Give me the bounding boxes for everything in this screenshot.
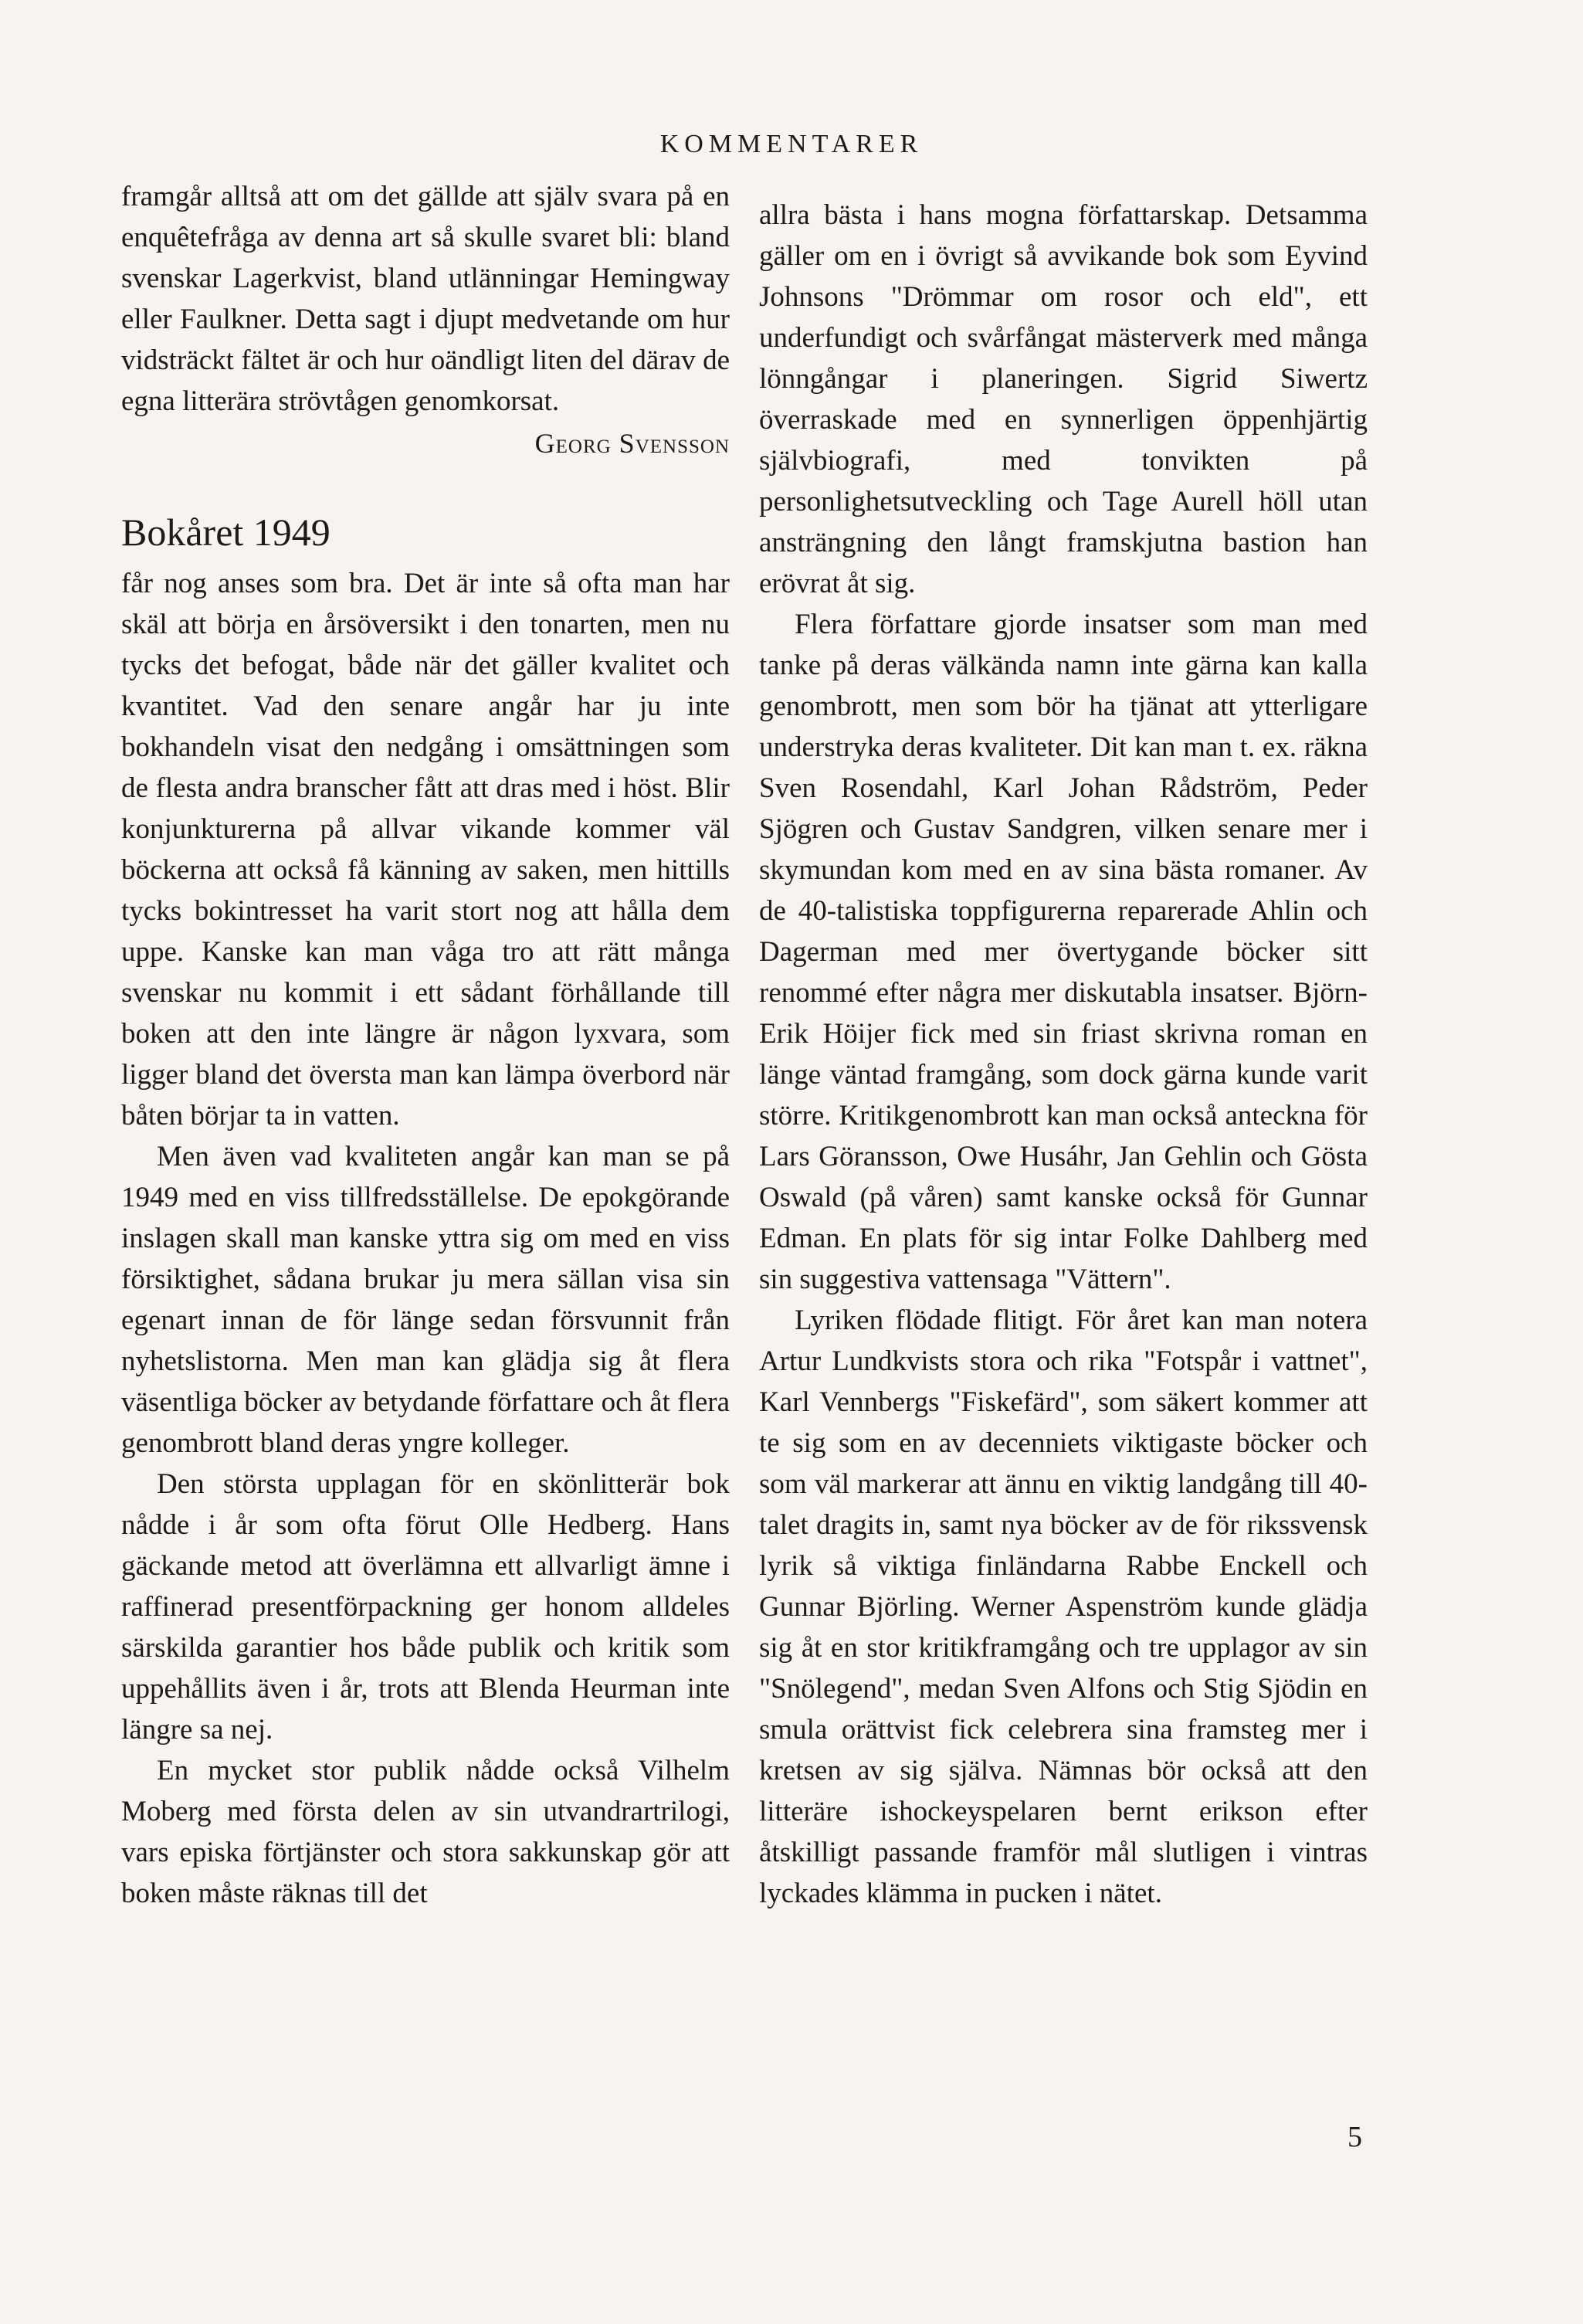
body-paragraph: Flera författare gjorde insatser som man med tanke på deras välkända namn inte gärna kan kalla genombrott, men som bör ha tjänat att ytterligare understryka deras kvaliteter. Dit kan man t. ex. räkna Sven Rosendahl, Karl Johan Rådström, Peder Sjögren och Gustav Sandgren, vilken senare mer i skymundan kom med en av sina bästa romaner. Av de 40-talistiska toppfigurerna reparerade Ahlin och Dagerman med mer övertygande böcker sitt renommé efter några mer diskutabla insatser. Björn-Erik Höijer fick med sin friast skrivna roman en länge väntad framgång, som dock gärna kunde varit större. Kritikgenombrott kan man också anteckna för Lars Göransson, Owe Husáhr, Jan Gehlin och Gösta Oswald (på våren) samt kanske också för Gunnar Edman. En plats för sig intar Folke Dahlberg med sin suggestiva vattensaga "Vättern". [759, 609, 1368, 1295]
author-signature: Georg Svensson [534, 428, 730, 459]
left-column [121, 176, 730, 1914]
body-paragraph: får nog anses som bra. Det är inte så ofta man har skäl att börja en årsöversikt i den tonarten, men nu tycks det befogat, både när det gäller kvalitet och kvantitet. Vad den senare angår har ju inte bokhandeln visat den nedgång i omsättningen som de flesta andra branscher fått att dras med i höst. Blir konjunkturerna på allvar vikande kommer väl böckerna att också få känning av saken, men hittills tycks bokintresset ha varit stort nog att hålla dem uppe. Kanske kan man våga tro att rätt många svenskar nu kommit i ett sådant förhållande till boken att den inte längre är någon lyxvara, som ligger bland det översta man kan lämpa överbord när båten börjar ta in vatten. [121, 568, 730, 1131]
intro-paragraph: framgår alltså att om det gällde att själv svara på en enquêtefråga av denna art så skulle svaret bli: bland svenskar Lagerkvist, bland utlänningar Hemingway eller Faulkner. Detta sagt i djupt medvetande om hur vidsträckt fältet är och hur oändligt liten del därav de egna litterära strövtågen genomkorsat. [121, 181, 730, 417]
body-paragraph: Men även vad kvaliteten angår kan man se på 1949 med en viss tillfredsställelse. De epokgörande inslagen skall man kanske yttra sig om med en viss försiktighet, sådana brukar ju mera sällan visa sin egenart innan de för länge sedan försvunnit från nyhetslistorna. Men man kan glädja sig åt flera väsentliga böcker av betydande författare och åt flera genombrott bland deras yngre kolleger. [121, 1141, 730, 1459]
right-column [759, 195, 1368, 1914]
section-heading: Bokåret 1949 [121, 511, 330, 554]
body-paragraph: Den största upplagan för en skönlitterär bok nådde i år som ofta förut Olle Hedberg. Hans gäckande metod att överlämna ett allvarligt ämne i raffinerad presentförpackning ger honom alldeles särskilda garantier hos både publik och kritik som uppehållits även i år, trots att Blenda Heurman inte längre sa nej. [121, 1468, 730, 1746]
body-paragraph: allra bästa i hans mogna författarskap. Detsamma gäller om en i övrigt så avvikande bok som Eyvind Johnsons "Drömmar om rosor och eld", ett underfundigt och svårfångat mästerverk med många lönngångar i planeringen. Sigrid Siwertz överraskade med en synnerligen öppenhjärtig självbiografi, med tonvikten på personlighetsutveckling och Tage Aurell höll utan ansträngning den långt framskjutna bastion han erövrat åt sig. [759, 199, 1368, 599]
body-paragraph: En mycket stor publik nådde också Vilhelm Moberg med första delen av sin utvandrartrilogi, vars episka förtjänster och stora sakkunskap gör att boken måste räknas till det [121, 1755, 730, 1909]
running-head: KOMMENTARER [659, 130, 924, 158]
page-number: 5 [1347, 2121, 1362, 2153]
body-paragraph: Lyriken flödade flitigt. För året kan man notera Artur Lundkvists stora och rika "Fotspår i vattnet", Karl Vennbergs "Fiskefärd", som säkert kommer att te sig som en av decenniets viktigaste böcker och som väl markerar att ännu en viktig landgång till 40-talet dragits in, samt nya böcker av de för rikssvensk lyrik så viktiga finländarna Rabbe Enckell och Gunnar Björling. Werner Aspenström kunde glädja sig åt en stor kritikframgång och tre upplagor av sin "Snölegend", medan Sven Alfons och Stig Sjödin en smula orättvist fick celebrera sina framsteg mer i kretsen av sig själva. Nämnas bör också att den litteräre ishockeyspelaren bernt erikson efter åtskilligt passande framför mål slutligen i vintras lyckades klämma in pucken i nätet. [759, 1304, 1368, 1909]
